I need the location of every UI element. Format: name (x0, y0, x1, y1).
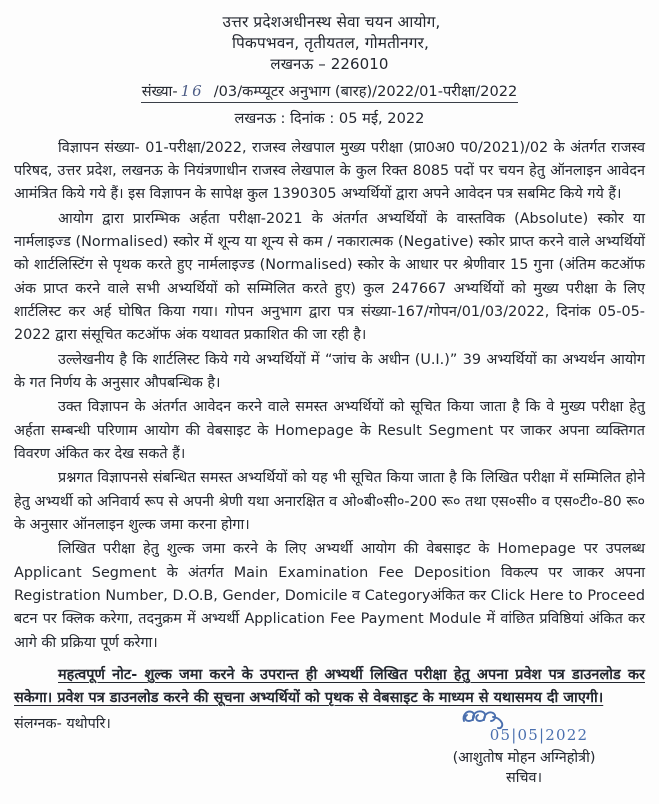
handwritten-reference-number: 16 (180, 81, 204, 100)
signatory-designation: सचिव। (505, 770, 543, 786)
letterhead-line-city-pin: लखनऊ – 226010 (270, 54, 389, 73)
paragraph-normalisation: आयोग द्वारा प्रारम्भिक अर्हता परीक्षा-2021 के अंतर्गत अभ्यर्थियों के वास्तविक (Absolute) स्कोर या नार्मलाइज्ड (Normalised) स्कोर में शून्य या शून्य से कम / नकारात्मक (Negative) स्कोर प्राप्त करने वाले अभ्यर्थियों को शार्टलिस्टिंग से पृथक करते हुए नार्मलाइज्ड (Normalised) स्कोर के आधार पर श्रेणीवार 15 गुना (अंतिम कटऑफ अंक प्राप्त करने वाले सभी अभ्यर्थियों को सम्मिलित करते हुए) कुल 247667 अभ्यर्थियों को मुख्य परीक्षा के लिए शार्टलिस्ट कर अर्ह घोषित किया गया। गोपन अनुभाग द्वारा पत्र संख्या-167/गोपन/01/03/2022, दिनांक 05-05-2022 द्वारा संसूचित कटऑफ अंक यथावत प्रकाशित की जा रही है। (14, 210, 645, 344)
letterhead-line-organisation: उत्तर प्रदेशअधीनस्थ सेवा चयन आयोग, (222, 13, 441, 31)
reference-number-row (0, 81, 659, 103)
paragraph-fee: प्रश्नगत विज्ञापनसे संबन्धित समस्त अभ्यर्थियों को यह भी सूचित किया जाता है कि लिखित परीक्षा में सम्मिलित होने हेतु अभ्यर्थी को अनिवार्य रूप से अपनी श्रेणी यथा अनारक्षित व ओ०बी०सी०-200 रू० तथा एस०सी० व एस०टी०-80 रू० के अनुसार ऑनलाइन शुल्क जमा करना होगा। (14, 470, 645, 533)
handwritten-date: 05|05|2022 (489, 726, 589, 744)
signature-block (398, 712, 650, 787)
signatory-name: (आशुतोष मोहन अग्निहोत्री) (452, 750, 596, 766)
paragraph-important-note: महत्वपूर्ण नोट- शुल्क जमा करने के उपरान्त ही अभ्यर्थी लिखित परीक्षा हेतु अपना प्रवेश पत्र डाउनलोड कर सकेगा। प्रवेश पत्र डाउनलोड करने की सूचना अभ्यर्थियों को पृथक से वेबसाइट के माध्यम से यथासमय दी जाएगी। (14, 666, 645, 707)
document-body (14, 137, 645, 736)
attachment-line: संलग्नक- यथोपरि। (14, 715, 111, 732)
letterhead-line-address: पिकपभवन, तृतीयतल, गोमतीनगर, (231, 33, 430, 52)
paragraph-advertisement: विज्ञापन संख्या- 01-परीक्षा/2022, राजस्व लेखपाल मुख्य परीक्षा (प्रा0अ0 प0/2021)/02 के अंतर्गत राजस्व परिषद, उत्तर प्रदेश, लखनऊ के नियंत्रणाधीन राजस्व लेखपाल के कुल रिक्त 8085 पदों पर चयन हेतु ऑनलाइन आवेदन आमंत्रित किये गये हैं। इस विज्ञापन के सापेक्ष कुल 1390305 अभ्यर्थियों द्वारा अपने आवेदन पत्र सबमिट किये गये हैं। (14, 139, 645, 203)
reference-number (141, 81, 519, 103)
paragraph-ui-candidates: उल्लेखनीय है कि शार्टलिस्ट किये गये अभ्यर्थियों में “जांच के अधीन (U.I.)” 39 अभ्यर्थियों का अभ्यर्थन आयोग के गत निर्णय के अनुसार औपबन्धिक है। (14, 351, 645, 391)
reference-label: संख्या- (141, 82, 178, 100)
letterhead (0, 0, 659, 74)
paragraph-payment-steps: लिखित परीक्षा हेतु शुल्क जमा करने के लिए अभ्यर्थी आयोग की वेबसाइट के Homepage पर उपलब्ध Applicant Segment के अंतर्गत Main Examination Fee Deposition विकल्प पर जाकर अपना Registration Number, D.O.B, Gender, Domicile व Categoryअंकित कर Click Here to Proceed बटन पर क्लिक करेगा, तदनुक्रम में अभ्यर्थी Application Fee Payment Module में वांछित प्रविष्ठियां अंकित कर आगे की प्रक्रिया पूर्ण करेगा। (14, 541, 645, 651)
paragraph-result-segment: उक्त विज्ञापन के अंतर्गत आवेदन करने वाले समस्त अभ्यर्थियों को सूचित किया जाता है कि वे मुख्य परीक्षा हेतु अर्हता सम्बन्धी परिणाम आयोग की वेबसाइट के Homepage के Result Segment पर जाकर अपना व्यक्तिगत विवरण अंकित कर देख सकते हैं। (14, 399, 645, 462)
dateline: लखनऊ : दिनांक : 05 मई, 2022 (234, 109, 425, 127)
reference-rest: /03/कम्प्यूटर अनुभाग (बारह)/2022/01-परीक्षा/2022 (213, 82, 518, 100)
